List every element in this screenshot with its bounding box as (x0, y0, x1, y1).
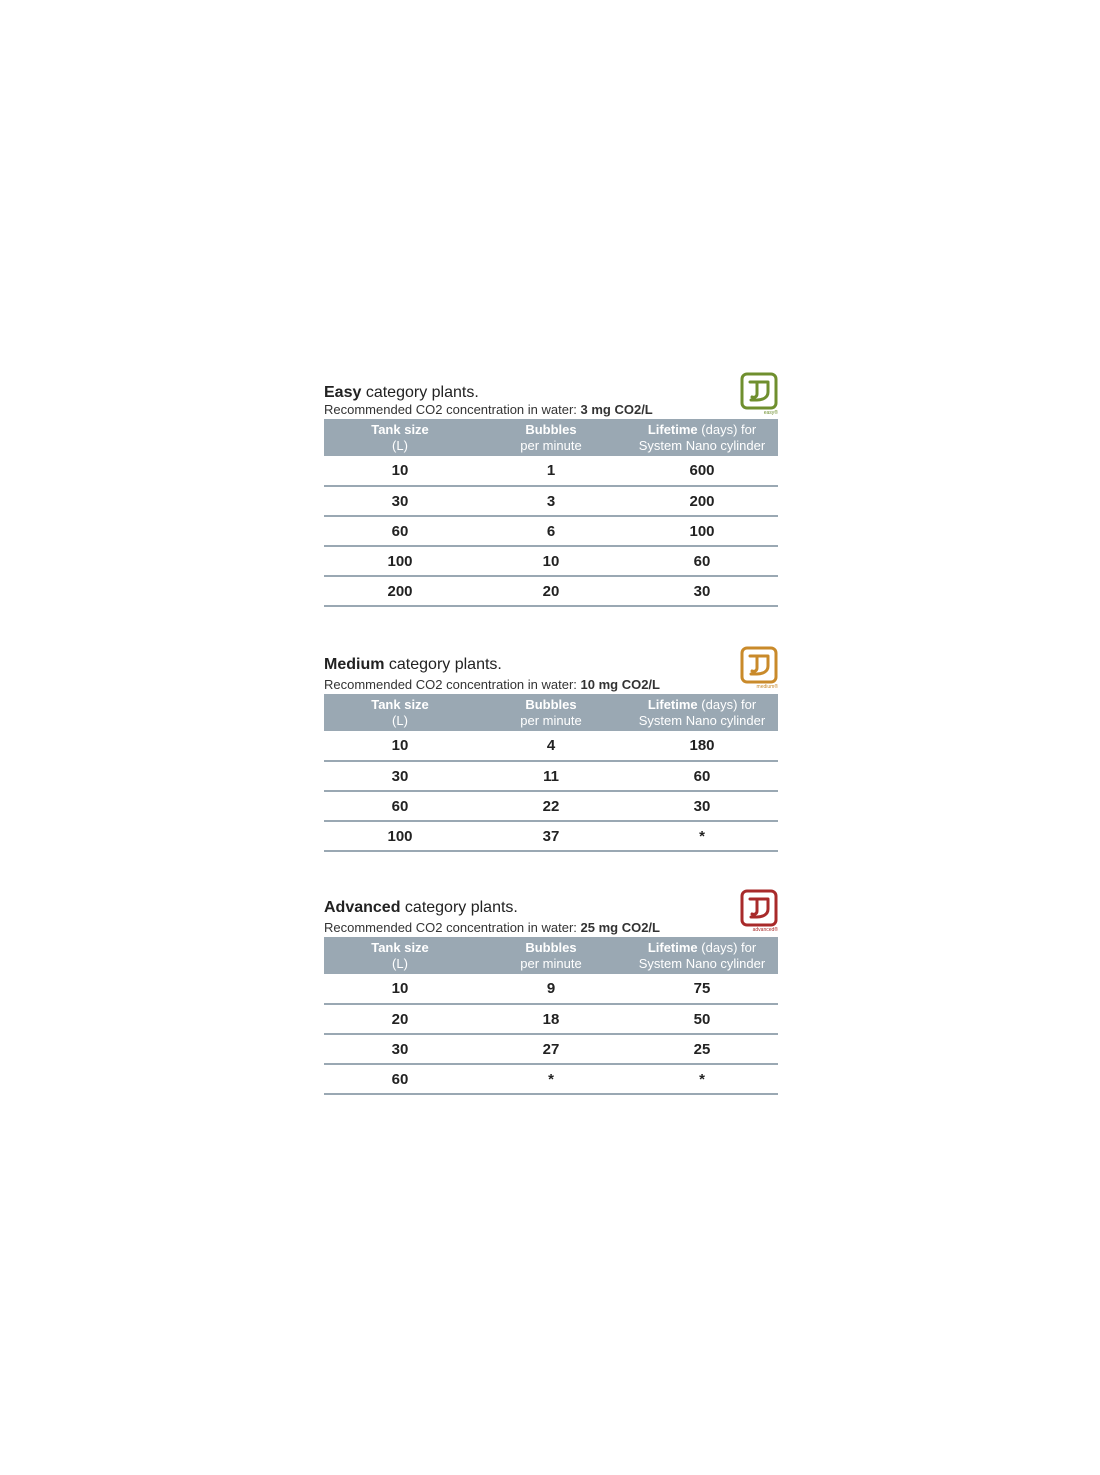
header-bubbles-bold: Bubbles (525, 940, 577, 955)
header-lifetime-bold: Lifetime (647, 422, 698, 437)
cell-bubbles: 4 (476, 731, 626, 761)
header-tank-size-bold: Tank size (371, 422, 429, 437)
table-row (324, 516, 778, 546)
cell-bubbles: * (476, 1064, 626, 1094)
cell-tank-size: 100 (324, 546, 476, 576)
cell-lifetime: 75 (626, 974, 778, 1004)
header-lifetime-cylinder: System Nano cylinder (638, 438, 766, 453)
header-bubbles (476, 937, 626, 974)
table-row (324, 821, 778, 851)
cell-lifetime: 30 (626, 576, 778, 606)
cell-tank-size: 100 (324, 821, 476, 851)
table-row (324, 486, 778, 516)
header-lifetime (626, 694, 778, 731)
table-row (324, 1064, 778, 1094)
cell-bubbles: 27 (476, 1034, 626, 1064)
logo-label: advanced® (752, 927, 778, 933)
plant-leaf-icon (740, 646, 778, 684)
cell-lifetime: 60 (626, 761, 778, 791)
header-tank-size-unit: (L) (392, 438, 408, 453)
cell-tank-size: 10 (324, 974, 476, 1004)
table-header-row (324, 937, 778, 974)
subtitle-prefix: Recommended CO2 concentration in water: (324, 677, 581, 692)
easy-section (324, 372, 778, 607)
section-subtitle (324, 920, 778, 935)
cell-lifetime: 200 (626, 486, 778, 516)
section-title (324, 899, 778, 917)
header-tank-size (324, 694, 476, 731)
header-tank-size-unit: (L) (392, 956, 408, 971)
advanced-table (324, 937, 778, 1095)
section-subtitle (324, 677, 778, 692)
cell-tank-size: 20 (324, 1004, 476, 1034)
subtitle-value: 10 mg CO2/L (580, 677, 660, 692)
table-body (324, 731, 778, 851)
header-lifetime-bold: Lifetime (647, 697, 698, 712)
cell-lifetime: 600 (626, 456, 778, 486)
table-header-row (324, 419, 778, 456)
section-title-rest: category plants. (400, 899, 518, 916)
cell-tank-size: 60 (324, 516, 476, 546)
table-row (324, 791, 778, 821)
logo-label: easy® (763, 410, 778, 416)
table-row (324, 974, 778, 1004)
subtitle-value: 3 mg CO2/L (580, 402, 653, 417)
plant-leaf-icon (740, 889, 778, 927)
section-title (324, 656, 778, 674)
easy-logo (740, 372, 778, 416)
table-row (324, 546, 778, 576)
cell-bubbles: 20 (476, 576, 626, 606)
table-row (324, 731, 778, 761)
cell-bubbles: 11 (476, 761, 626, 791)
plant-leaf-icon (740, 372, 778, 410)
cell-tank-size: 60 (324, 1064, 476, 1094)
header-bubbles-unit: per minute (520, 713, 582, 728)
table-row (324, 1004, 778, 1034)
table-header-row (324, 694, 778, 731)
cell-bubbles: 3 (476, 486, 626, 516)
header-lifetime-cylinder: System Nano cylinder (638, 956, 766, 971)
medium-logo (740, 646, 778, 690)
cell-tank-size: 30 (324, 1034, 476, 1064)
header-bubbles-unit: per minute (520, 438, 582, 453)
cell-bubbles: 18 (476, 1004, 626, 1034)
header-lifetime (626, 937, 778, 974)
header-lifetime-days: (days) for (701, 697, 757, 712)
advanced-logo (740, 889, 778, 933)
subtitle-prefix: Recommended CO2 concentration in water: (324, 402, 581, 417)
cell-lifetime: 30 (626, 791, 778, 821)
cell-bubbles: 1 (476, 456, 626, 486)
cell-bubbles: 10 (476, 546, 626, 576)
cell-bubbles: 22 (476, 791, 626, 821)
section-title-bold: Medium (324, 656, 385, 673)
section-title-bold: Easy (324, 384, 362, 401)
cell-tank-size: 30 (324, 486, 476, 516)
section-title-rest: category plants. (384, 656, 502, 673)
logo-label: medium® (756, 684, 778, 690)
table-row (324, 576, 778, 606)
header-lifetime-bold: Lifetime (647, 940, 698, 955)
medium-section (324, 646, 778, 852)
table-body (324, 974, 778, 1094)
cell-lifetime: * (626, 821, 778, 851)
header-tank-size (324, 419, 476, 456)
section-title (324, 384, 778, 402)
cell-bubbles: 6 (476, 516, 626, 546)
easy-table (324, 419, 778, 607)
cell-lifetime: * (626, 1064, 778, 1094)
advanced-section (324, 889, 778, 1095)
header-tank-size-bold: Tank size (371, 940, 429, 955)
header-bubbles-bold: Bubbles (525, 422, 577, 437)
header-lifetime-cylinder: System Nano cylinder (638, 713, 766, 728)
cell-tank-size: 30 (324, 761, 476, 791)
cell-bubbles: 9 (476, 974, 626, 1004)
subtitle-value: 25 mg CO2/L (580, 920, 660, 935)
header-tank-size-unit: (L) (392, 713, 408, 728)
cell-lifetime: 180 (626, 731, 778, 761)
table-row (324, 761, 778, 791)
cell-lifetime: 50 (626, 1004, 778, 1034)
section-subtitle (324, 402, 778, 417)
section-title-bold: Advanced (324, 899, 401, 916)
cell-tank-size: 200 (324, 576, 476, 606)
cell-tank-size: 10 (324, 456, 476, 486)
header-bubbles (476, 694, 626, 731)
header-tank-size (324, 937, 476, 974)
section-title-rest: category plants. (361, 384, 479, 401)
header-lifetime-days: (days) for (701, 940, 757, 955)
cell-tank-size: 60 (324, 791, 476, 821)
header-tank-size-bold: Tank size (371, 697, 429, 712)
cell-lifetime: 60 (626, 546, 778, 576)
table-row (324, 456, 778, 486)
cell-bubbles: 37 (476, 821, 626, 851)
table-body (324, 456, 778, 606)
header-bubbles-unit: per minute (520, 956, 582, 971)
header-bubbles-bold: Bubbles (525, 697, 577, 712)
subtitle-prefix: Recommended CO2 concentration in water: (324, 920, 581, 935)
table-row (324, 1034, 778, 1064)
header-lifetime-days: (days) for (701, 422, 757, 437)
medium-table (324, 694, 778, 852)
header-bubbles (476, 419, 626, 456)
header-lifetime (626, 419, 778, 456)
cell-tank-size: 10 (324, 731, 476, 761)
cell-lifetime: 25 (626, 1034, 778, 1064)
cell-lifetime: 100 (626, 516, 778, 546)
